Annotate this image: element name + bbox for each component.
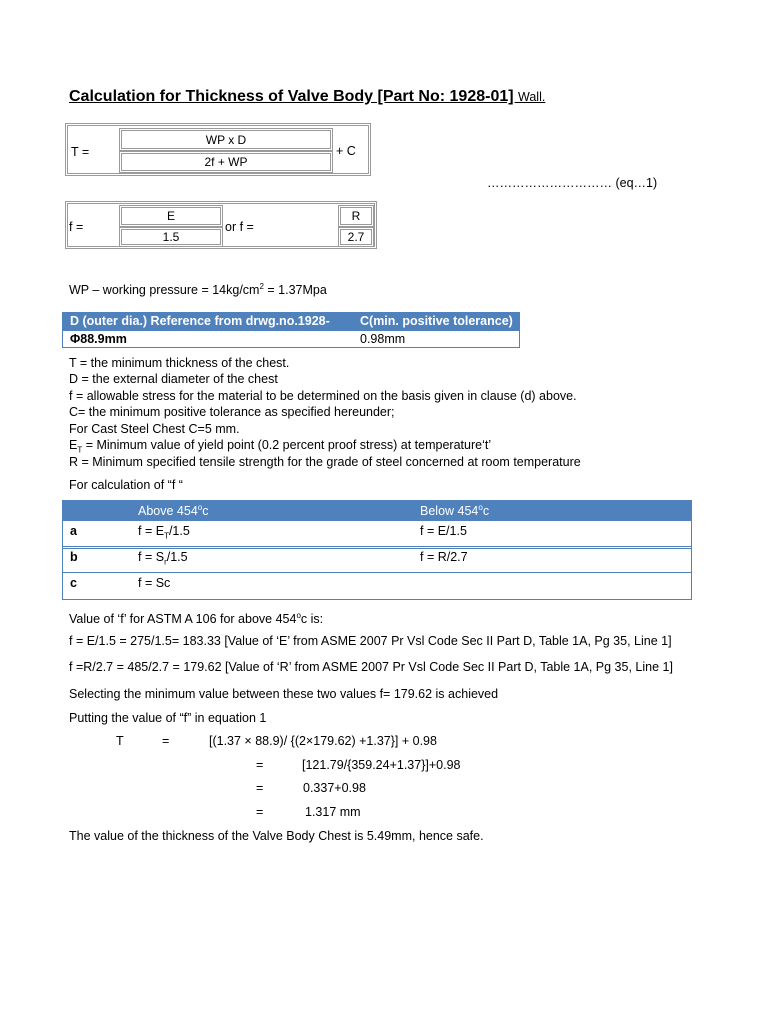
formula-f-or: or f = <box>225 220 254 234</box>
page-title <box>69 88 545 106</box>
row-b-above-pre: f = S <box>138 550 165 564</box>
f-header-below-deg: o <box>478 503 483 512</box>
formula-f-denominator-1-5: 1.5 <box>119 227 223 247</box>
diameter-header-col1: D (outer dia.) Reference from drwg.no.1928- <box>70 314 330 328</box>
row-a-above-post: /1.5 <box>168 524 190 538</box>
formula-f-box <box>65 201 377 249</box>
row-a-above-sub: T <box>164 531 169 541</box>
table-row-below: f = E/1.5 <box>420 524 467 538</box>
calc-step-2: [121.79/{359.24+1.37}]+0.98 <box>302 758 461 772</box>
selecting-line: Selecting the minimum value between these two values f= 179.62 is achieved <box>69 687 499 701</box>
table-row-above <box>138 549 188 571</box>
table-row-label: a <box>70 524 77 538</box>
equation-reference: ………………………… (eq…1) <box>487 176 658 190</box>
definition-f: f = allowable stress for the material to be determined on the basis given in clause (d) above. <box>69 389 577 403</box>
table-row-label: b <box>70 550 78 564</box>
definition-d: D = the external diameter of the chest <box>69 372 278 386</box>
calc-step-3: 0.337+0.98 <box>303 781 366 795</box>
equation-r: f =R/2.7 = 485/2.7 = 179.62 [Value of ‘R’ from ASME 2007 Pr Vsl Code Sec II Part D, Table 1A, Pg 35, Line 1] <box>69 660 673 674</box>
diameter-value: Φ88.9mm <box>70 332 127 346</box>
calc-step-4: 1.317 mm <box>305 805 361 819</box>
f-table <box>62 500 692 600</box>
calc-t-label: T <box>116 734 124 748</box>
row-b-above-sub: r <box>164 557 167 567</box>
formula-t-plus-c: + C <box>336 144 356 158</box>
table-row-above <box>138 523 190 545</box>
formula-f-lhs: f = <box>69 220 84 234</box>
f-table-header <box>63 501 691 521</box>
def-e-prefix: E <box>69 438 78 452</box>
working-pressure-line <box>69 279 327 298</box>
formula-t-box <box>65 123 371 176</box>
f-header-below-text: Below 454 <box>420 504 479 519</box>
title-suffix: Wall. <box>518 90 546 104</box>
f-header-below <box>420 503 489 518</box>
f-header-above-unit: c <box>202 504 209 519</box>
calc-eq-4: = <box>256 805 264 819</box>
wp-suffix: = 1.37Mpa <box>263 283 327 298</box>
formula-f-denominator-2-7: 2.7 <box>338 227 374 247</box>
f-header-below-unit: c <box>482 504 490 519</box>
formula-t-denominator: 2f + WP <box>119 151 333 173</box>
astm-suffix: c is: <box>300 612 324 627</box>
f-header-above-deg: o <box>197 503 203 512</box>
definition-r: R = Minimum specified tensile strength for the grade of steel concerned at room temperature <box>69 455 581 469</box>
formula-t-lhs: T = <box>71 145 90 159</box>
wp-prefix: WP – working pressure = 14kg/cm <box>69 283 260 298</box>
calc-eq-1: = <box>162 734 170 748</box>
definition-c: C= the minimum positive tolerance as specified hereunder; <box>69 405 395 419</box>
row-divider <box>63 572 691 573</box>
diameter-table <box>62 312 520 348</box>
definition-cast-steel: For Cast Steel Chest C=5 mm. <box>69 422 240 436</box>
tolerance-value: 0.98mm <box>360 332 406 346</box>
calc-step-1: [(1.37 × 88.9)/ {(2×179.62) +1.37}] + 0.98 <box>209 734 437 748</box>
astm-line <box>69 608 323 627</box>
putting-line: Putting the value of “f” in equation 1 <box>69 711 267 725</box>
table-row-label: c <box>70 576 77 590</box>
diameter-table-header <box>63 313 519 331</box>
conclusion: The value of the thickness of the Valve Body Chest is 5.49mm, hence safe. <box>69 829 484 843</box>
wp-sup: 2 <box>259 282 264 291</box>
def-e-rest: = Minimum value of yield point (0.2 percent proof stress) at temperature‘t’ <box>82 438 492 452</box>
diameter-header-col2: C(min. positive tolerance) <box>360 314 513 328</box>
row-c-above-pre: f = Sc <box>138 576 171 590</box>
def-e-sub: T <box>77 445 83 455</box>
formula-f-numerator-e: E <box>119 205 223 227</box>
row-divider <box>63 546 691 547</box>
f-header-above <box>138 503 208 518</box>
row-b-above-post: /1.5 <box>166 550 188 564</box>
formula-t-numerator: WP x D <box>119 128 333 151</box>
astm-deg: o <box>296 611 301 620</box>
table-row-below: f = R/2.7 <box>420 550 468 564</box>
table-row-above <box>138 575 170 591</box>
f-header-above-text: Above 454 <box>138 504 198 519</box>
formula-f-numerator-r: R <box>338 205 374 227</box>
title-main: Calculation for Thickness of Valve Body [Part No: 1928-01] <box>69 88 519 105</box>
calculation-f-label: For calculation of “f “ <box>69 478 183 492</box>
definition-t: T = the minimum thickness of the chest. <box>69 356 290 370</box>
row-a-above-pre: f = E <box>138 524 165 538</box>
equation-e: f = E/1.5 = 275/1.5= 183.33 [Value of ‘E’ from ASME 2007 Pr Vsl Code Sec II Part D, Table 1A, Pg 35, Line 1] <box>69 634 672 648</box>
calc-eq-2: = <box>256 758 264 772</box>
astm-prefix: Value of ‘f’ for ASTM A 106 for above 454 <box>69 612 297 627</box>
calc-eq-3: = <box>256 781 264 795</box>
